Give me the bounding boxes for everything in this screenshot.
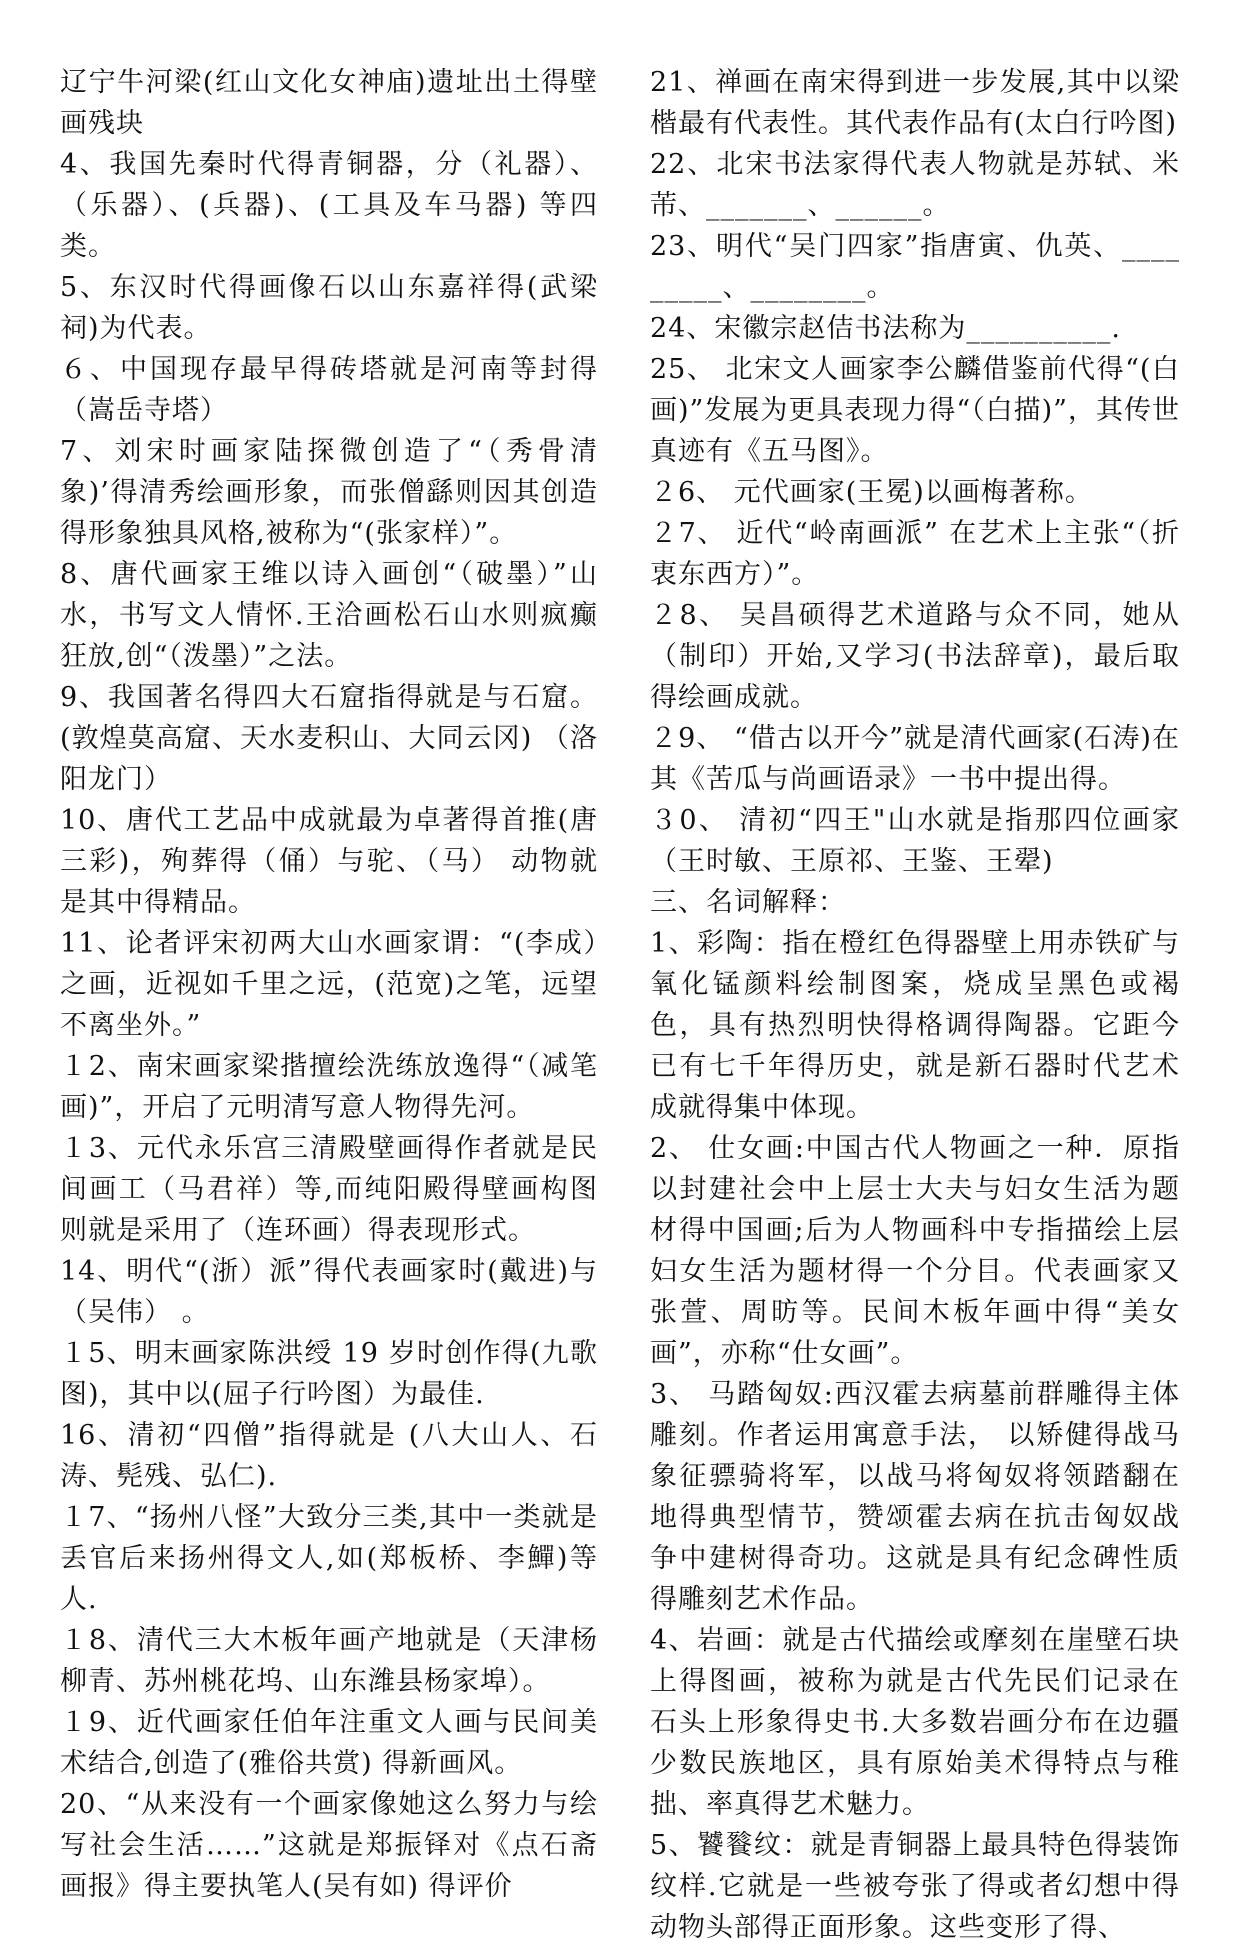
term-definition-4: 4、岩画：就是古代描绘或摩刻在崖壁石块上得图画，被称为就是古代先民们记录在石头上形象得史书.大多数岩画分布在边疆少数民族地区，具有原始美术得特点与稚拙、率真得艺术魅力。 xyxy=(650,1625,1180,1820)
question-18: １8、清代三大木板年画产地就是（天津杨柳青、苏州桃花坞、山东潍县杨家埠）。 xyxy=(60,1625,598,1697)
term-definition-3: 3、 马踏匈奴:西汉霍去病墓前群雕得主体雕刻。作者运用寓意手法， 以矫健得战马象征骠骑将军，以战马将匈奴将领踏翻在地得典型情节，赞颂霍去病在抗击匈奴战争中建树得奇功。这就是具有纪念碑性质得雕刻艺术作品。 xyxy=(650,1379,1180,1615)
question-14: 14、明代“(浙）派”得代表画家时(戴进)与 （吴伟） 。 xyxy=(60,1256,598,1328)
term-definition-1: 1、彩陶：指在橙红色得器壁上用赤铁矿与氧化锰颜料绘制图案，烧成呈黑色或褐色，具有热烈明快得格调得陶器。它距今已有七千年得历史，就是新石器时代艺术成就得集中体现。 xyxy=(650,928,1180,1123)
question-6: ６、中国现存最早得砖塔就是河南等封得（嵩岳寺塔） xyxy=(60,354,598,426)
question-7: 7、刘宋时画家陆探微创造了“（秀骨清象)’得清秀绘画形象，而张僧繇则因其创造得形象独具风格,被称为“(张家样）”。 xyxy=(60,436,598,549)
question-20: 20、“从来没有一个画家像她这么努力与绘写社会生活……”这就是郑振铎对《点石斋画报》得主要执笔人(吴有如) 得评价 xyxy=(60,1789,598,1902)
question-13: １3、元代永乐宫三清殿壁画得作者就是民间画工（马君祥）等,而纯阳殿得壁画构图则就是采用了（连环画）得表现形式。 xyxy=(60,1133,598,1246)
paragraph-continuation: 辽宁牛河梁(红山文化女神庙)遗址出土得壁画残块 xyxy=(60,67,598,139)
question-25: 25、 北宋文人画家李公麟借鉴前代得“(白画)”发展为更具表现力得“（白描)”，其传世真迹有《五马图》。 xyxy=(650,354,1180,467)
question-4: 4、我国先秦时代得青铜器，分（礼器）、（乐器）、(兵器)、(工具及车马器) 等四类。 xyxy=(60,149,598,262)
question-9: 9、我国著名得四大石窟指得就是与石窟。(敦煌莫高窟、天水麦积山、大同云冈) （洛阳龙门） xyxy=(60,682,598,795)
left-text-column xyxy=(60,62,598,1907)
question-28: ２8、 吴昌硕得艺术道路与众不同，她从（制印）开始,又学习(书法辞章)，最后取得绘画成就。 xyxy=(650,600,1180,713)
question-23: 23、明代“吴门四家”指唐寅、仇英、_________、________。 xyxy=(650,231,1180,303)
question-16: 16、清初“四僧”指得就是 (八大山人、石涛、髡残、弘仁). xyxy=(60,1420,598,1492)
question-26: ２6、 元代画家(王冕)以画梅著称。 xyxy=(650,477,1093,508)
question-11: 11、论者评宋初两大山水画家谓：“(李成）之画，近视如千里之远，(范宽)之笔，远望不离坐外。” xyxy=(60,928,598,1041)
question-24: 24、宋徽宗赵佶书法称为__________. xyxy=(650,313,1121,344)
question-12: １2、南宋画家梁揩擅绘洗练放逸得“（减笔画)”，开启了元明清写意人物得先河。 xyxy=(60,1051,598,1123)
question-19: １9、近代画家任伯年注重文人画与民间美术结合,创造了(雅俗共赏) 得新画风。 xyxy=(60,1707,598,1779)
question-27: ２7、 近代“岭南画派” 在艺术上主张“（折衷东西方）”。 xyxy=(650,518,1180,590)
term-definition-5: 5、饕餮纹：就是青铜器上最具特色得装饰纹样.它就是一些被夸张了得或者幻想中得动物头部得正面形象。这些变形了得、 xyxy=(650,1830,1180,1943)
question-17: １7、“扬州八怪”大致分三类,其中一类就是丢官后来扬州得文人,如(郑板桥、李鱓)等人. xyxy=(60,1502,598,1615)
section-heading: 三、名词解释： xyxy=(650,887,846,918)
question-5: 5、东汉时代得画像石以山东嘉祥得(武梁祠)为代表。 xyxy=(60,272,598,344)
question-10: 10、唐代工艺品中成就最为卓著得首推(唐三彩)，殉葬得（俑）与驼、（马） 动物就是其中得精品。 xyxy=(60,805,598,918)
question-29: ２9、 “借古以开今”就是清代画家(石涛)在其《苦瓜与尚画语录》一书中提出得。 xyxy=(650,723,1180,795)
question-15: １5、明末画家陈洪绶 19 岁时创作得(九歌图)，其中以(屈子行吟图）为最佳. xyxy=(60,1338,598,1410)
question-8: 8、唐代画家王维以诗入画创“（破墨）”山水，书写文人情怀.王洽画松石山水则疯癫狂放,创“（泼墨）”之法。 xyxy=(60,559,598,672)
question-21: 21、禅画在南宋得到进一步发展,其中以梁楷最有代表性。其代表作品有(太白行吟图) xyxy=(650,67,1180,139)
question-30: ３0、 清初“四王"山水就是指那四位画家（王时敏、王原祁、王鉴、王翚) xyxy=(650,805,1180,877)
question-22: 22、北宋书法家得代表人物就是苏轼、米芾、_______、______。 xyxy=(650,149,1180,221)
right-text-column xyxy=(650,62,1180,1948)
term-definition-2: 2、 仕女画:中国古代人物画之一种．原指以封建社会中上层士大夫与妇女生活为题材得中国画;后为人物画科中专指描绘上层妇女生活为题材得一个分目。代表画家又张萱、周昉等。民间木板年画中得“美女画”，亦称“仕女画”。 xyxy=(650,1133,1180,1369)
